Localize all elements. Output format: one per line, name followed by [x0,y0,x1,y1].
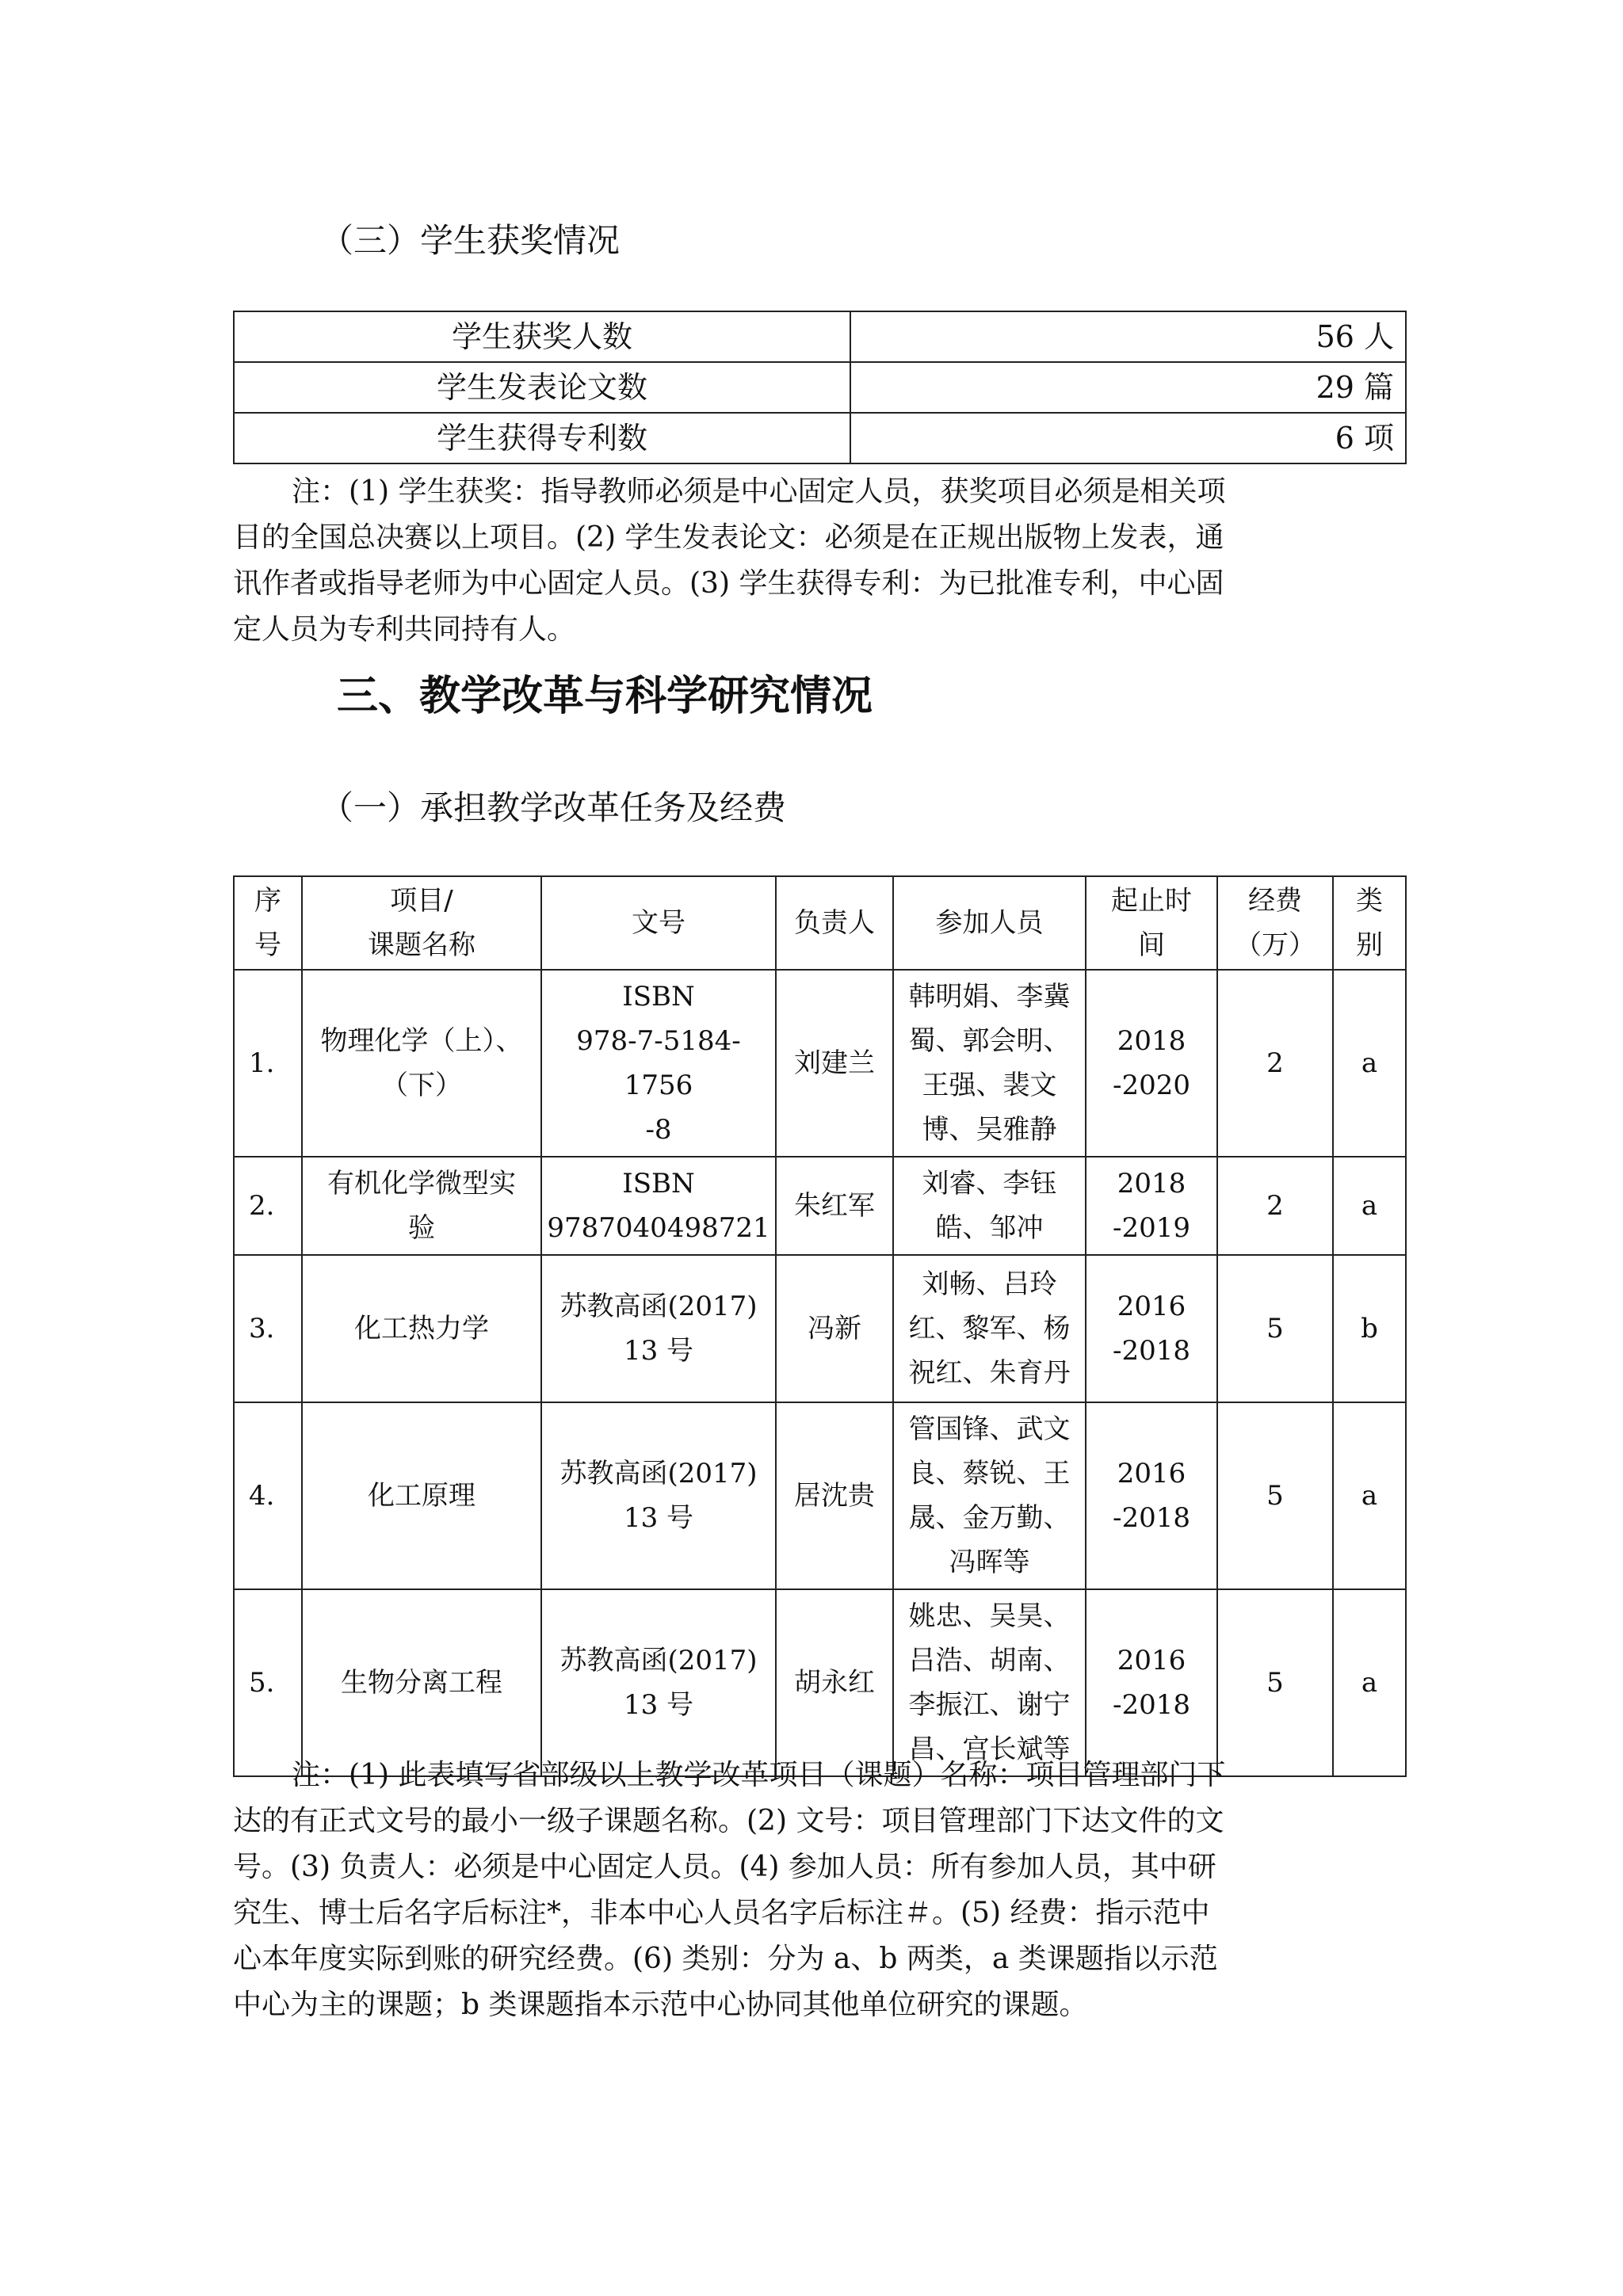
cell-funding: 2 [1217,970,1333,1157]
note-line [233,1753,1405,1798]
header-line: 序 [254,885,281,917]
cell-period [1086,1157,1217,1255]
cell-line: 皓、邹冲 [935,1212,1044,1244]
cell-line: 9787040498721 [547,1212,770,1244]
cell-line: 2018 [1117,1025,1186,1057]
cell-period [1086,1255,1217,1402]
table-row [234,970,1406,1157]
note-text: 注：(1) 此表填写省部级以上教学改革项目（课题）名称：项目管理部门下 [292,1759,1226,1791]
cell-name [302,1402,541,1589]
cell-category: a [1333,1157,1406,1255]
cell-seq: 3. [234,1255,302,1402]
cell-line: 有机化学微型实 [327,1168,516,1199]
cell-funding: 5 [1217,1402,1333,1589]
cell-line: 化工热力学 [354,1313,489,1344]
cell-line: 物理化学（上）、 [320,1025,523,1057]
note-line [233,1982,1405,2028]
note-line [233,1844,1405,1890]
reform-heading: （一）承担教学改革任务及经费 [320,788,787,827]
note-line [233,1936,1405,1982]
awards-value: 56 人 [850,311,1406,362]
cell-line: -2018 [1112,1689,1190,1721]
note-line [233,1798,1405,1844]
cell-line: -2019 [1112,1212,1190,1244]
cell-line: 刘畅、吕玲 [922,1268,1057,1300]
note-line [233,469,1405,515]
cell-members [893,970,1086,1157]
header-line: 经费 [1248,885,1302,917]
header-line: （万） [1235,929,1316,961]
cell-line: 2018 [1117,1168,1186,1199]
cell-seq: 1. [234,970,302,1157]
awards-label: 学生获得专利数 [234,413,850,463]
header-line: 号 [254,929,281,961]
cell-line: 978-7-5184-1756 [576,1025,741,1101]
awards-value: 6 项 [850,413,1406,463]
header-category [1333,876,1406,970]
cell-category: a [1333,970,1406,1157]
cell-funding: 5 [1217,1255,1333,1402]
cell-line: 王强、裴文 [922,1070,1057,1101]
cell-seq: 2. [234,1157,302,1255]
awards-label: 学生获奖人数 [234,311,850,362]
note-line [233,561,1405,607]
cell-line: 生物分离工程 [341,1667,502,1699]
cell-line: 2016 [1117,1458,1186,1489]
note-text: 讯作者或指导老师为中心固定人员。(3) 学生获得专利：为已批准专利，中心固 [233,567,1224,600]
cell-line: 苏教高函(2017) [559,1291,758,1322]
cell-line: 13 号 [623,1502,694,1534]
cell-line: 良、蔡锐、王 [908,1458,1071,1489]
cell-line: 刘睿、李钰 [922,1168,1057,1199]
cell-line: 昌、宫长斌等 [908,1733,1071,1765]
cell-leader: 刘建兰 [776,970,893,1157]
header-line: 间 [1138,929,1165,961]
header-name [302,876,541,970]
cell-members [893,1255,1086,1402]
cell-doc [541,970,776,1157]
cell-members [893,1157,1086,1255]
cell-line: 验 [408,1212,435,1244]
cell-line: ISBN [622,1168,695,1199]
cell-name [302,970,541,1157]
cell-period [1086,1589,1217,1776]
cell-seq: 5. [234,1589,302,1776]
header-funding [1217,876,1333,970]
awards-label: 学生发表论文数 [234,362,850,413]
header-line: 负责人 [794,907,875,939]
table-row [234,1157,1406,1255]
note-line [233,607,1405,653]
header-line: 别 [1356,929,1383,961]
cell-line: （下） [381,1070,462,1101]
cell-line: -2018 [1112,1502,1190,1534]
cell-doc [541,1402,776,1589]
cell-line: -2018 [1112,1335,1190,1367]
header-leader [776,876,893,970]
awards-table [233,311,1407,464]
note-text: 究生、博士后名字后标注*，非本中心人员名字后标注＃。(5) 经费：指示范中 [233,1897,1210,1929]
cell-line: 2016 [1117,1645,1186,1676]
cell-leader: 朱红军 [776,1157,893,1255]
cell-seq: 4. [234,1402,302,1589]
cell-line: 博、吴雅静 [922,1114,1057,1146]
note-text: 中心为主的课题；b 类课题指本示范中心协同其他单位研究的课题。 [233,1989,1088,2021]
cell-line: 祝红、朱育丹 [908,1357,1071,1389]
cell-category: b [1333,1255,1406,1402]
cell-line: -8 [645,1114,672,1146]
section-three-title: 三、教学改革与科学研究情况 [337,673,873,720]
cell-line: 化工原理 [368,1480,475,1512]
header-seq [234,876,302,970]
cell-doc [541,1589,776,1776]
header-line: 文号 [632,907,685,939]
note-line [233,1890,1405,1936]
cell-leader: 冯新 [776,1255,893,1402]
cell-line: 苏教高函(2017) [559,1645,758,1676]
cell-line: 冯晖等 [949,1547,1030,1578]
cell-line: 管国锋、武文 [908,1413,1071,1445]
cell-category: a [1333,1589,1406,1776]
cell-funding: 5 [1217,1589,1333,1776]
awards-row [234,311,1406,362]
cell-name [302,1589,541,1776]
cell-line: 红、黎军、杨 [908,1313,1071,1344]
note-text: 心本年度实际到账的研究经费。(6) 类别：分为 a、b 两类，a 类课题指以示范 [233,1943,1218,1975]
cell-line: 13 号 [623,1335,694,1367]
note-text: 号。(3) 负责人：必须是中心固定人员。(4) 参加人员：所有参加人员，其中研 [233,1851,1216,1883]
cell-name [302,1157,541,1255]
note-text: 注：(1) 学生获奖：指导教师必须是中心固定人员，获奖项目必须是相关项 [292,475,1226,508]
header-line: 参加人员 [935,907,1044,939]
cell-line: 吕浩、胡南、 [908,1645,1071,1676]
header-doc [541,876,776,970]
reform-header-row [234,876,1406,970]
note-text: 定人员为专利共同持有人。 [233,613,576,646]
cell-period [1086,1402,1217,1589]
header-line: 课题名称 [368,929,475,961]
table-row [234,1589,1406,1776]
cell-line: ISBN [622,981,695,1013]
cell-line: 李振江、谢宁 [908,1689,1071,1721]
cell-leader: 胡永红 [776,1589,893,1776]
cell-line: 晟、金万勤、 [908,1502,1071,1534]
header-line: 起止时 [1111,885,1192,917]
cell-category: a [1333,1402,1406,1589]
awards-value: 29 篇 [850,362,1406,413]
awards-row [234,362,1406,413]
table-row [234,1255,1406,1402]
cell-line: 蜀、郭会明、 [908,1025,1071,1057]
table-row [234,1402,1406,1589]
cell-line: 姚忠、吴昊、 [908,1600,1071,1632]
awards-heading: （三）学生获奖情况 [320,221,621,260]
cell-members [893,1589,1086,1776]
header-period [1086,876,1217,970]
cell-doc [541,1157,776,1255]
cell-name [302,1255,541,1402]
header-members [893,876,1086,970]
awards-row [234,413,1406,463]
cell-line: -2020 [1112,1070,1190,1101]
cell-line: 13 号 [623,1689,694,1721]
note-text: 目的全国总决赛以上项目。(2) 学生发表论文：必须是在正规出版物上发表，通 [233,521,1224,554]
cell-line: 苏教高函(2017) [559,1458,758,1489]
cell-period [1086,970,1217,1157]
cell-members [893,1402,1086,1589]
header-line: 项目/ [390,885,453,917]
reform-note [233,1753,1405,2028]
cell-line: 韩明娟、李冀 [908,981,1071,1013]
header-line: 类 [1356,885,1383,917]
cell-funding: 2 [1217,1157,1333,1255]
cell-line: 2016 [1117,1291,1186,1322]
awards-note [233,469,1405,653]
note-text: 达的有正式文号的最小一级子课题名称。(2) 文号：项目管理部门下达文件的文 [233,1805,1224,1837]
cell-doc [541,1255,776,1402]
note-line [233,515,1405,561]
reform-table [233,875,1407,1777]
cell-leader: 居沈贵 [776,1402,893,1589]
